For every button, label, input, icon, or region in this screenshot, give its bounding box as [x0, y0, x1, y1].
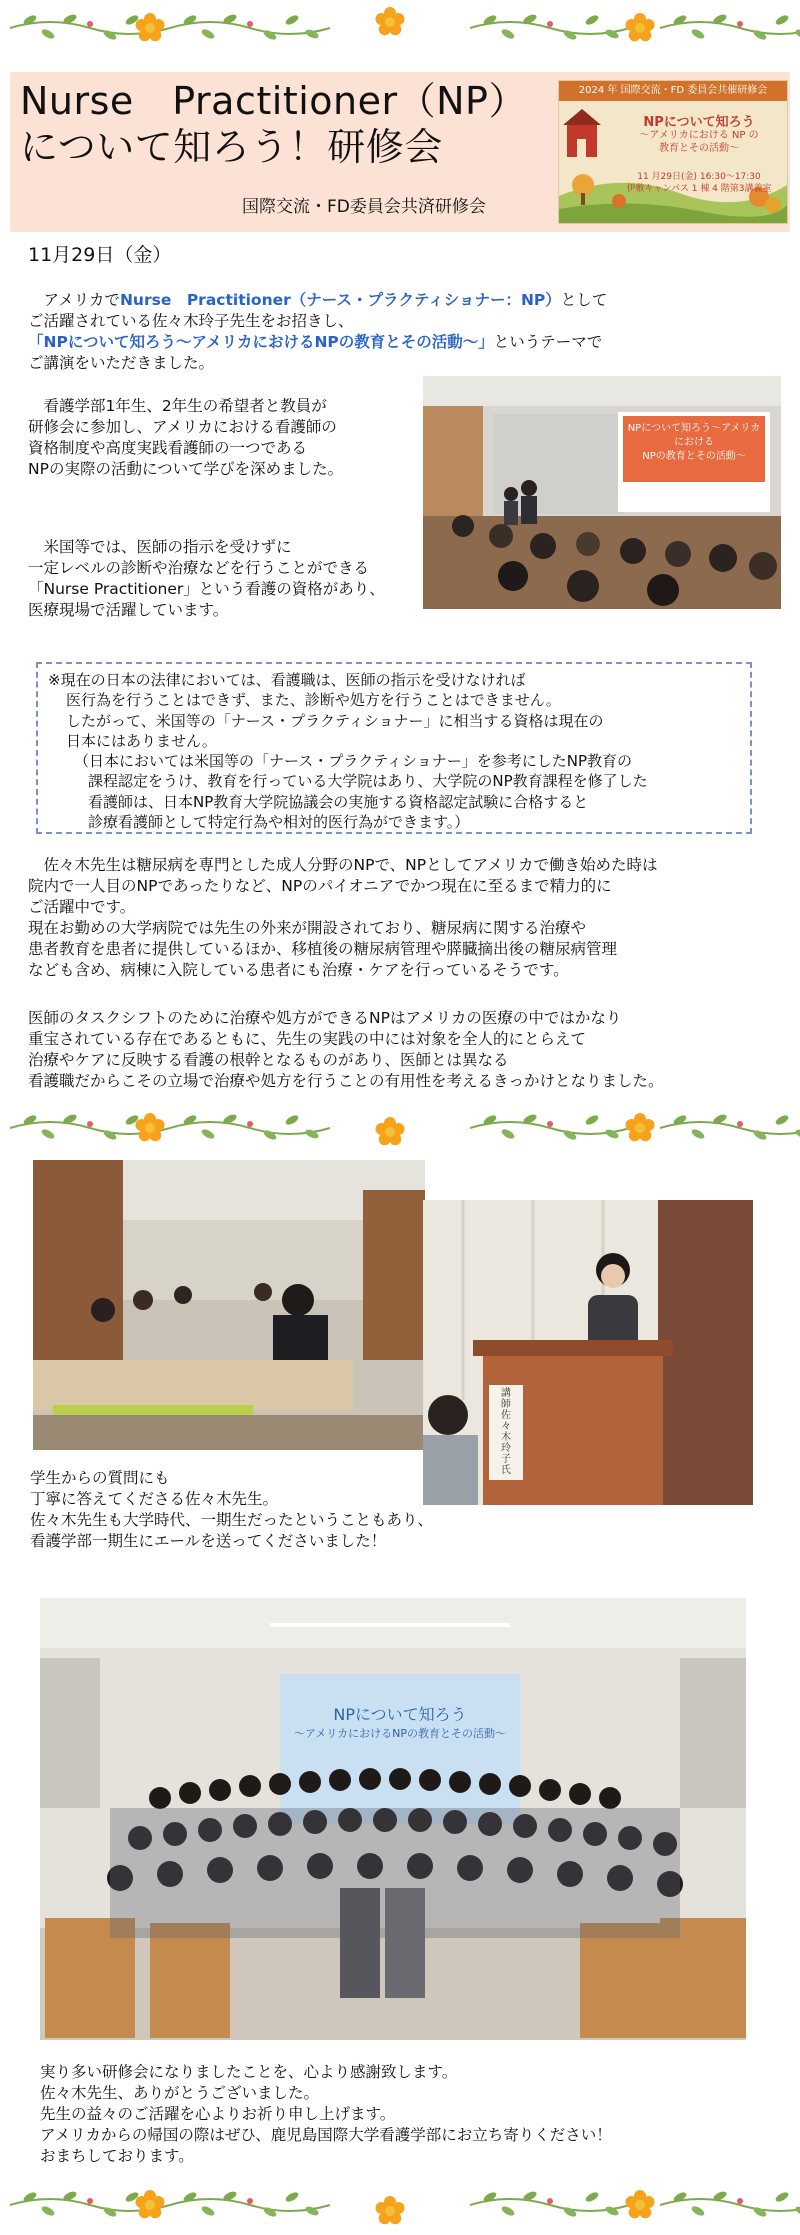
header-banner — [10, 72, 790, 232]
group-photo-image — [40, 1598, 746, 2040]
poster-title: NPについて知ろう — [643, 115, 755, 130]
legal-note-box — [36, 662, 752, 834]
sasaki-paragraph: 佐々木先生は糖尿病を専門とした成人分野のNPで、NPとしてアメリカで働き始めた時は 院内で一人目のNPであったりなど、NPのパイオニアでかつ現在に至るまで精力的に ご活躍中です。 現在お勤めの大学病院では先生の外来が開設されており、糖尿病に関する治療や 患者教育を患者に提供しているほか、移植後の糖尿病管理や膵臓摘出後の糖尿病管理 なども含め、病棟に入院している患者にも治療・ケアを行っているそうです。 — [28, 856, 658, 979]
event-date: 11月29日（金） — [28, 244, 172, 266]
slide-text: NPについて知ろう〜アメリカにおける NPの教育とその活動〜 — [627, 423, 761, 462]
group-photo-slide-text: NPについて知ろう 〜アメリカにおけるNPの教育とその活動〜 — [293, 1705, 507, 1740]
flower-vine-icon — [0, 2185, 800, 2225]
speaker-photo-image — [423, 1200, 753, 1505]
legal-note-text: ※現在の日本の法律においては、看護職は、医師の指示を受けなければ 医行為を行うことはできず、また、診断や処方を行うことはできません。 したがって、米国等の「ナース・プラクティショナー」に相当する資格は現在の 日本にはありません。 （日本においては米国等の「ナース・プラクティショナー」を参考にしたNP教育の 課程認定をうけ、教育を行っている大学院はあり、大学院のNP教育課程を修了した 看護師は、日本NP教育大学院協議会の実施する資格認定試験に合格すると 診療看護師として特定行為や相対的医行為ができます。） — [48, 671, 648, 832]
intro-paragraph: アメリカでNurse Practitioner（ナース・プラクティショナー：NP）として ご活躍されている佐々木玲子先生をお招きし、 「NPについて知ろう〜アメリカにおけるNPの教育とその活動〜」というテーマで ご講演をいただきました。 — [28, 291, 608, 372]
speaker-photo — [423, 1200, 753, 1505]
lecture-photo — [423, 376, 781, 609]
poster-subtitle: 〜アメリカにおける NP の 教育とその活動〜 — [639, 130, 759, 154]
page-subtitle: 国際交流・FD委員会共済研修会 — [242, 197, 486, 217]
podium-name-card: 講 師 佐 々 木 玲 子 氏 — [501, 1388, 511, 1476]
participants-paragraph: 看護学部1年生、2年生の希望者と教員が 研修会に参加し、アメリカにおける看護師の 資格制度や高度実践看護師の一つである NPの実際の活動について学びを深めました。 — [28, 397, 344, 478]
flower-vine-icon — [0, 1108, 800, 1148]
photo-caption: 学生からの質問にも 丁寧に答えてくださる佐々木先生。 佐々木先生も大学時代、一期生だったということもあり、 看護学部一期生にエールを送ってくださいました！ — [30, 1469, 434, 1550]
reflection-paragraph: 医師のタスクシフトのために治療や処方ができるNPはアメリカの医療の中ではかなり 重宝されている存在であるともに、先生の実践の中には対象を全人的にとらえて 治療やケアに反映する看護の根幹となるものがあり、医師とは異なる 看護職だからこその立場で治療や処方を行うことの有用性を考えるきっかけとなりました。 — [28, 1009, 664, 1090]
student-question-photo — [33, 1160, 425, 1450]
lecture-photo-image — [423, 376, 781, 609]
poster-details: 11 月29日(金) 16:30〜17:30 伊敷キャンパス 1 棟 4 階第3講義室 — [626, 172, 772, 194]
np-definition-paragraph: 米国等では、医師の指示を受けずに 一定レベルの診断や治療などを行うことができる 「Nurse Practitioner」という看護の資格があり、 医療現場で活躍しています。 — [28, 538, 385, 619]
student-question-photo-image — [33, 1160, 425, 1450]
poster-top-line: 2024 年 国際交流・FD 委員会共催研修会 — [559, 81, 787, 101]
closing-message: 実り多い研修会になりましたことを、心より感謝致します。 佐々木先生、ありがとうございました。 先生の益々のご活躍を心よりお祈り申し上げます。 アメリカからの帰国の際はぜひ、鹿児島国際大学看護学部にお立ち寄りください！ おまちしております。 — [40, 2063, 612, 2165]
page-title: Nurse Practitioner（NP） について知ろう！研修会 — [20, 79, 527, 169]
event-poster — [558, 80, 788, 224]
flower-vine-icon — [0, 6, 800, 46]
group-photo — [40, 1598, 746, 2040]
